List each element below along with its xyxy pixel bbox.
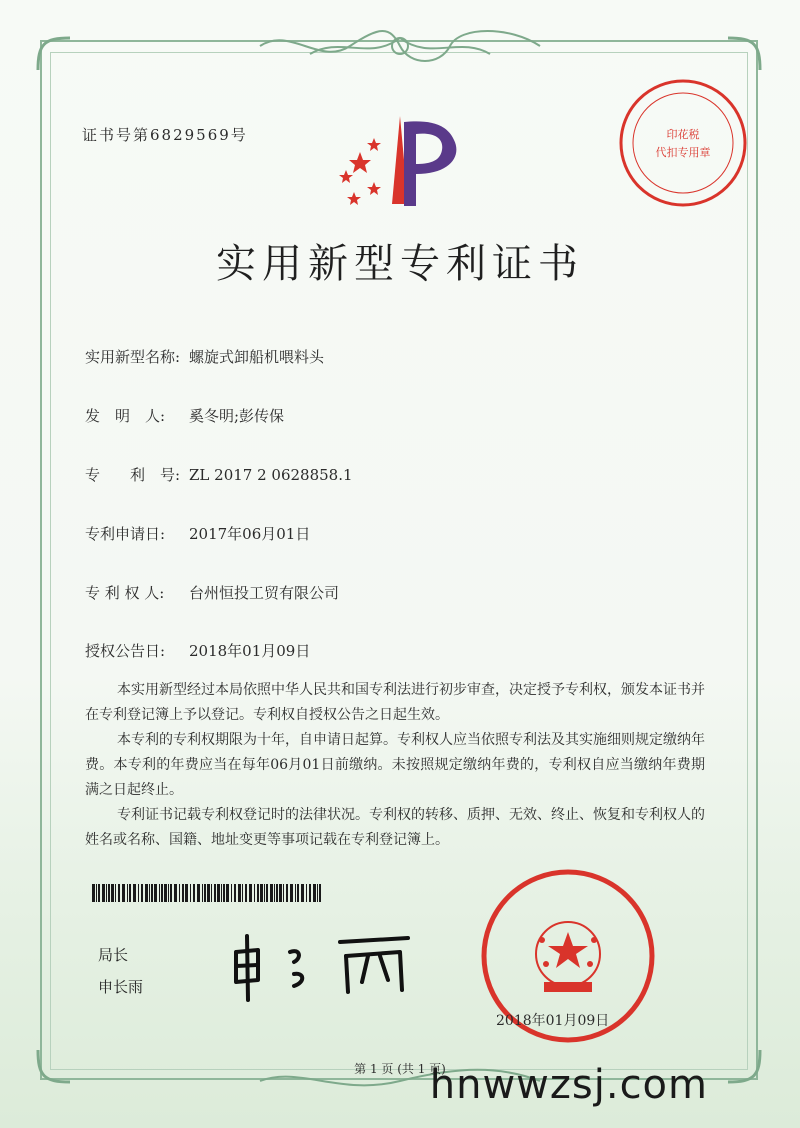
barcode-icon [92,884,322,902]
patent-office-logo-icon [330,108,470,218]
top-ornament-icon [250,26,550,66]
certificate-title: 实用新型专利证书 [216,241,584,287]
field-label: 授权公告日: [85,642,166,660]
field-label: 实用新型名称: [85,348,181,366]
field-value: 2018年01月09日 [189,642,311,660]
director-signature-icon [228,922,418,1002]
field-label: 专 利 号: [85,466,181,484]
director-name: 申长雨 [98,978,144,996]
tax-stamp-seal-icon [616,76,750,210]
paragraph-legal-status: 专利证书记载专利权登记时的法律状况。专利权的转移、质押、无效、终止、恢复和专利权人的姓名或名称、国籍、地址变更等事项记载在专利登记簿上。 [85,807,705,848]
field-label: 专 利 权 人: [85,584,165,602]
field-value: ZL 2017 2 0628858.1 [189,466,353,484]
field-value: 2017年06月01日 [189,525,311,543]
paragraph-term: 本专利的专利权期限为十年，自申请日起算。专利权人应当依照专利法及其实施细则规定缴纳年费。本专利的年费应当在每年06月01日前缴纳。未按照规定缴纳年费的，专利权自应当缴纳年费期满之日起终止。 [85,732,705,798]
field-inventor [85,405,284,426]
field-utility-model-name [85,346,324,367]
issue-date: 2018年01月09日 [496,1013,610,1029]
svg-text:代扣专用章: 代扣专用章 [655,146,711,159]
paragraph-grant: 本实用新型经过本局依照中华人民共和国专利法进行初步审查，决定授予专利权，颁发本证书并在专利登记簿上予以登记。专利权自授权公告之日起生效。 [85,682,705,723]
corner-ornament-icon [34,34,74,74]
director-title: 局长 [98,946,129,964]
field-value: 台州恒投工贸有限公司 [189,584,340,602]
certificate-number: 证书号第6829569号 [82,126,248,144]
field-value: 奚冬明;彭传保 [189,407,285,425]
field-patent-number [85,464,353,485]
website-watermark: hnwwzsj.com [429,1062,708,1108]
corner-ornament-icon [724,34,764,74]
field-application-date [85,523,310,544]
field-grant-date [85,640,310,661]
field-value: 螺旋式卸船机喂料头 [189,348,325,366]
field-patentee [85,582,339,603]
field-label: 发 明 人: [85,407,166,425]
field-label: 专利申请日: [85,525,166,543]
page-indicator: 第 1 页 (共 1 页) [354,1062,446,1076]
svg-text:印花税: 印花税 [666,128,700,141]
